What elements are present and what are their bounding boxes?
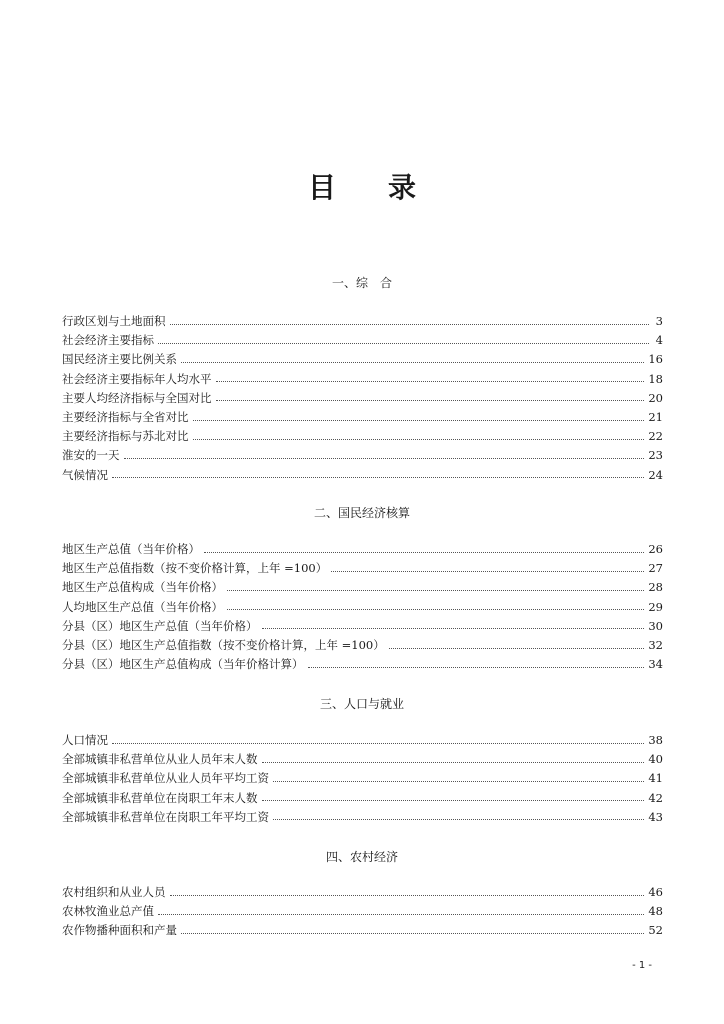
toc-entry-page: 41 bbox=[648, 771, 663, 786]
toc-section-4 bbox=[62, 883, 663, 941]
page-title bbox=[0, 166, 724, 206]
toc-leader-dots bbox=[158, 913, 644, 915]
toc-entry-label: 全部城镇非私营单位在岗职工年末人数 bbox=[62, 790, 258, 805]
toc-entry-label: 全部城镇非私营单位从业人员年平均工资 bbox=[62, 771, 269, 786]
page-number: - 1 - bbox=[632, 960, 652, 971]
toc-section-2 bbox=[62, 540, 663, 674]
toc-entry-label: 农林牧渔业总产值 bbox=[62, 904, 154, 919]
toc-entry-page: 42 bbox=[648, 790, 663, 805]
toc-entry-label: 主要人均经济指标与全国对比 bbox=[62, 390, 212, 405]
toc-section-3 bbox=[62, 731, 663, 827]
page-title-right: 录 bbox=[388, 171, 417, 204]
toc-entry-page: 22 bbox=[648, 429, 663, 444]
toc-leader-dots bbox=[170, 323, 650, 325]
toc-entry-label: 主要经济指标与苏北对比 bbox=[62, 429, 189, 444]
toc-leader-dots bbox=[204, 551, 644, 553]
toc-entry[interactable] bbox=[62, 350, 663, 369]
toc-entry-label: 地区生产总值构成（当年价格） bbox=[62, 580, 223, 595]
toc-entry-page: 18 bbox=[648, 371, 663, 386]
toc-entry[interactable] bbox=[62, 466, 663, 485]
toc-entry-label: 气候情况 bbox=[62, 467, 108, 482]
toc-leader-dots bbox=[227, 608, 644, 610]
toc-entry-page: 30 bbox=[648, 618, 663, 633]
toc-entry[interactable] bbox=[62, 636, 663, 655]
toc-entry[interactable] bbox=[62, 370, 663, 389]
toc-entry-page: 3 bbox=[655, 314, 663, 328]
toc-entry-label: 国民经济主要比例关系 bbox=[62, 352, 177, 367]
toc-leader-dots bbox=[262, 761, 645, 763]
toc-entry-label: 淮安的一天 bbox=[62, 448, 120, 463]
toc-entry[interactable] bbox=[62, 408, 663, 427]
toc-entry-page: 27 bbox=[648, 561, 663, 576]
toc-entry-page: 29 bbox=[648, 599, 663, 614]
toc-entry-label: 地区生产总值指数（按不变价格计算，上年 =100） bbox=[62, 561, 328, 576]
toc-leader-dots bbox=[227, 589, 644, 591]
toc-leader-dots bbox=[216, 399, 645, 401]
toc-leader-dots bbox=[112, 742, 644, 744]
toc-entry[interactable] bbox=[62, 598, 663, 617]
toc-entry-label: 分县（区）地区生产总值指数（按不变价格计算，上年 =100） bbox=[62, 637, 385, 652]
toc-entry-label: 农村组织和从业人员 bbox=[62, 885, 166, 899]
toc-entry-label: 人均地区生产总值（当年价格） bbox=[62, 599, 223, 614]
toc-leader-dots bbox=[170, 894, 645, 896]
toc-entry[interactable] bbox=[62, 883, 663, 902]
toc-leader-dots bbox=[216, 380, 645, 382]
toc-entry-page: 16 bbox=[648, 352, 663, 367]
toc-entry-page: 34 bbox=[648, 657, 663, 672]
toc-entry-page: 43 bbox=[648, 809, 663, 824]
toc-entry-page: 20 bbox=[648, 390, 663, 405]
toc-entry[interactable] bbox=[62, 902, 663, 921]
section-heading-1: 一、综 合 bbox=[331, 276, 392, 290]
toc-leader-dots bbox=[181, 361, 644, 363]
toc-entry[interactable] bbox=[62, 559, 663, 578]
toc-entry-label: 人口情况 bbox=[62, 733, 108, 747]
section-heading-2: 二、国民经济核算 bbox=[313, 506, 410, 520]
toc-entry-page: 38 bbox=[648, 733, 663, 747]
toc-entry-page: 24 bbox=[648, 467, 663, 482]
toc-entry[interactable] bbox=[62, 789, 663, 808]
toc-leader-dots bbox=[308, 666, 645, 668]
toc-leader-dots bbox=[181, 932, 644, 934]
toc-entry[interactable] bbox=[62, 540, 663, 559]
toc-leader-dots bbox=[112, 476, 644, 478]
toc-entry[interactable] bbox=[62, 655, 663, 674]
toc-entry[interactable] bbox=[62, 578, 663, 597]
toc-entry-label: 地区生产总值（当年价格） bbox=[62, 542, 200, 556]
toc-entry-page: 26 bbox=[648, 542, 663, 556]
toc-entry-page: 23 bbox=[648, 448, 663, 463]
toc-entry-label: 主要经济指标与全省对比 bbox=[62, 409, 189, 424]
section-heading-4: 四、农村经济 bbox=[325, 850, 398, 864]
toc-leader-dots bbox=[262, 627, 645, 629]
toc-entry-page: 48 bbox=[648, 904, 663, 919]
toc-entry[interactable] bbox=[62, 617, 663, 636]
toc-entry[interactable] bbox=[62, 808, 663, 827]
toc-leader-dots bbox=[124, 457, 645, 459]
section-heading-3: 三、人口与就业 bbox=[319, 697, 404, 711]
toc-leader-dots bbox=[273, 818, 644, 820]
toc-entry[interactable] bbox=[62, 769, 663, 788]
toc-entry-page: 40 bbox=[648, 752, 663, 767]
toc-entry-label: 全部城镇非私营单位从业人员年末人数 bbox=[62, 752, 258, 767]
toc-entry-page: 4 bbox=[655, 333, 663, 348]
toc-leader-dots bbox=[193, 438, 645, 440]
toc-entry-page: 52 bbox=[648, 923, 663, 938]
toc-entry-label: 全部城镇非私营单位在岗职工年平均工资 bbox=[62, 809, 269, 824]
toc-leader-dots bbox=[273, 780, 644, 782]
toc-entry[interactable] bbox=[62, 331, 663, 350]
toc-entry-page: 21 bbox=[648, 409, 663, 424]
toc-entry-label: 行政区划与土地面积 bbox=[62, 314, 166, 328]
toc-entry[interactable] bbox=[62, 427, 663, 446]
toc-entry[interactable] bbox=[62, 446, 663, 465]
toc-entry[interactable] bbox=[62, 921, 663, 940]
toc-entry-page: 28 bbox=[648, 580, 663, 595]
page-title-left: 目 bbox=[307, 171, 336, 204]
toc-entry-page: 46 bbox=[648, 885, 663, 899]
toc-entry-label: 社会经济主要指标年人均水平 bbox=[62, 371, 212, 386]
toc-entry-label: 分县（区）地区生产总值构成（当年价格计算） bbox=[62, 657, 304, 672]
toc-entry[interactable] bbox=[62, 389, 663, 408]
toc-leader-dots bbox=[389, 647, 645, 649]
toc-leader-dots bbox=[158, 342, 649, 344]
toc-leader-dots bbox=[193, 419, 645, 421]
toc-entry-label: 农作物播种面积和产量 bbox=[62, 923, 177, 938]
toc-entry-label: 社会经济主要指标 bbox=[62, 333, 154, 348]
toc-leader-dots bbox=[331, 570, 644, 572]
toc-entry[interactable] bbox=[62, 731, 663, 750]
toc-entry[interactable] bbox=[62, 750, 663, 769]
toc-section-1 bbox=[62, 312, 663, 485]
toc-leader-dots bbox=[262, 799, 645, 801]
toc-entry-label: 分县（区）地区生产总值（当年价格） bbox=[62, 618, 258, 633]
toc-entry-page: 32 bbox=[648, 637, 663, 652]
toc-entry[interactable] bbox=[62, 312, 663, 331]
